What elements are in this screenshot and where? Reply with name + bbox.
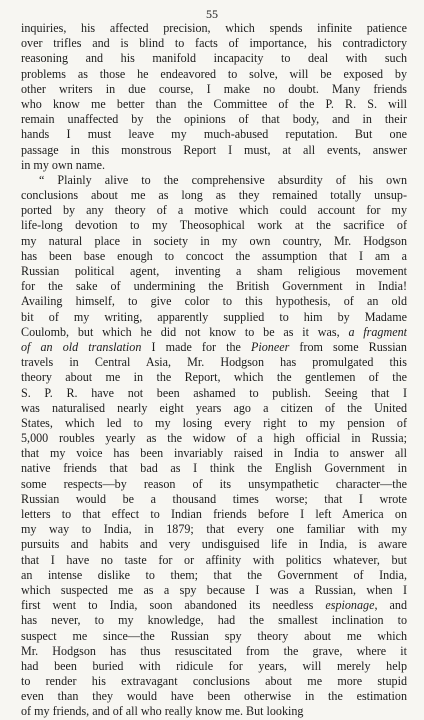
text-line: bit of my writing, apparently supplied to him by Madame <box>21 309 407 324</box>
text-segment: from some Russian <box>289 339 407 354</box>
text-line: inquiries, his affected precision, which spends infinite patience <box>21 21 407 35</box>
italic-phrase: espionage <box>325 598 375 613</box>
text-line: has been base enough to concoct the assumption that I am a <box>21 248 407 263</box>
text-line: travels in Central Asia, Mr. Hodgson has promulgated this <box>21 355 407 370</box>
text-line: S. P. R. have not been ashamed to publish. Seeing that I <box>21 385 407 400</box>
text-segment: I made for the <box>141 339 252 354</box>
text-line: theory about me in the Report, which the gentlemen of the <box>21 370 407 385</box>
text-line: native friends that bad as I think the English Government in <box>21 461 407 476</box>
text-segment: Coulomb, but which he did not know to be as it was, <box>21 324 340 339</box>
text-line: even than they would have been otherwise in the estimation <box>21 689 407 704</box>
text-line: Availing himself, to give color to this hypothesis, of an old <box>21 294 407 309</box>
italic-phrase: Pioneer <box>251 339 290 354</box>
text-line <box>21 598 407 613</box>
text-line: over trifles and is blind to facts of importance, his contradictory <box>21 36 407 51</box>
text-line: States, which led to my losing every right to my pension of <box>21 415 407 430</box>
text-line: “ Plainly alive to the comprehensive absurdity of his own <box>39 172 407 187</box>
text-line <box>21 340 407 355</box>
text-segment: , and <box>374 598 407 613</box>
text-segment: first went to India, soon abandoned its needless <box>21 598 314 613</box>
paragraph-1 <box>21 21 407 173</box>
text-line: ported by any theory of a motive which could account for my <box>21 203 407 218</box>
text-line: remain unaffected by the opinions of that body, and in their <box>21 112 407 127</box>
text-line <box>21 325 407 340</box>
text-line: that my voice has been invariably raised in India to answer all <box>21 446 407 461</box>
text-line: Russian would be a thousand times worse; that I wrote <box>21 491 407 506</box>
text-line: had been buried with ridicule for years, will merely help <box>21 658 407 673</box>
text-line: which suspected me as a spy because I was a Russian, when I <box>21 582 407 597</box>
text-line: my natural place in society in my own country, Mr. Hodgson <box>21 233 407 248</box>
text-line: conclusions about me as long as they remained totally unsup- <box>21 188 407 203</box>
text-line: was naturalised nearly eight years ago a citizen of the United <box>21 400 407 415</box>
text-line: my way to India, in 1879; that every one familiar with my <box>21 522 407 537</box>
italic-phrase: a fragment <box>348 324 407 339</box>
text-line: passage in this monstrous Report I must, at all events, answer <box>21 142 407 157</box>
page-number: 55 <box>206 7 218 21</box>
italic-phrase: of an old translation <box>21 339 142 354</box>
text-line: problems as those he endeavored to solve, will be exposed by <box>21 66 407 81</box>
text-line: Russian political agent, inventing a sham religious movement <box>21 264 407 278</box>
text-line: an intense dislike to them; that the Government of India, <box>21 567 407 582</box>
text-line: other writers in due course, I make no doubt. Many friends <box>21 81 407 96</box>
text-line: who know me better than the Committee of the P. R. S. will <box>21 96 407 111</box>
text-line: that I have no taste for or affinity with politics whatever, but <box>21 552 407 567</box>
text-line: pursuits and habits and very undisguised life in India, is aware <box>21 537 407 552</box>
text-line: Mr. Hodgson has thus resuscitated from the grave, where it <box>21 643 407 658</box>
text-line: has never, to my knowledge, had the smallest inclination to <box>21 613 407 628</box>
text-line: life-long devotion to my Theosophical work at the sacrifice of <box>21 218 407 233</box>
text-line: letters to that effect to Indian friends before I left America on <box>21 507 407 521</box>
paragraph-2 <box>21 173 407 720</box>
text-line: hands I must leave my much-abused reputation. But one <box>21 127 407 142</box>
text-line: to render his extravagant conclusions about me more stupid <box>21 674 407 689</box>
text-line: in my own name. <box>21 157 105 172</box>
text-line: for the sake of undermining the British Government in India! <box>21 279 407 294</box>
text-line: suspect me since—the Russian spy theory about me which <box>21 628 407 643</box>
body-text <box>21 21 407 720</box>
text-line: some respects—by reason of its unsympathetic character—the <box>21 476 407 491</box>
text-line: reasoning and his manifold incapacity to deal with such <box>21 51 407 66</box>
text-line: of my friends, and of all who really know me. But looking <box>21 704 304 719</box>
text-line: 5,000 roubles yearly as the widow of a high official in Russia; <box>21 431 407 446</box>
